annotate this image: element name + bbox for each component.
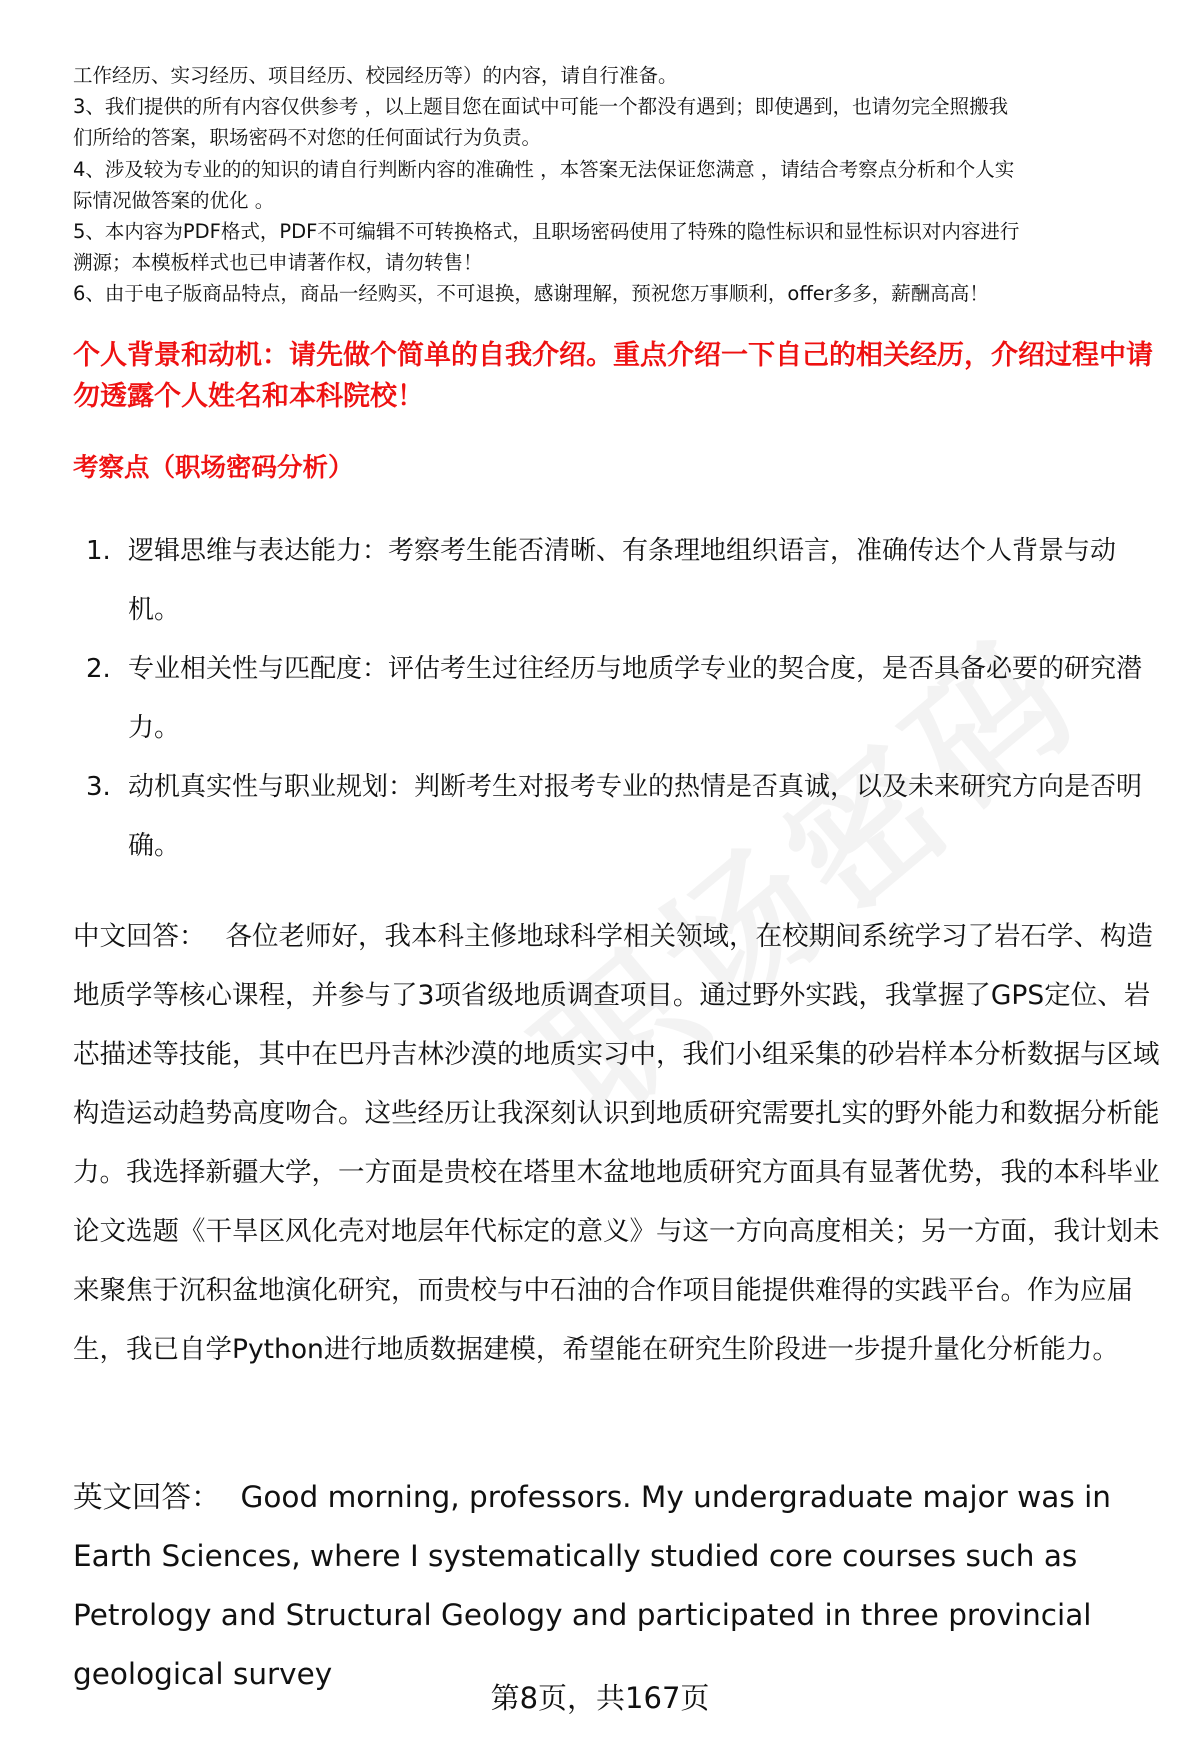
note-line: 3、我们提供的所有内容仅供参考 ，以上题目您在面试中可能一个都没有遇到；即使遇到，也请勿完全照搬我 <box>73 95 1009 119</box>
point-item <box>80 522 1150 640</box>
point-text: 逻辑思维与表达能力：考察考生能否清晰、有条理地组织语言，准确传达个人背景与动机。 <box>128 536 1117 625</box>
question-heading: 个人背景和动机：请先做个简单的自我介绍。重点介绍一下自己的相关经历，介绍过程中请勿透露个人姓名和本科院校！ <box>73 340 1153 412</box>
note-line: 际情况做答案的优化 。 <box>73 188 275 212</box>
note-line: 溯源；本模板样式也已申请著作权，请勿转售！ <box>73 251 483 275</box>
point-number: 2. <box>86 654 111 684</box>
note-line: 6、由于电子版商品特点，商品一经购买，不可退换，感谢理解，预祝您万事顺利，offer多多，薪酬高高！ <box>73 282 989 306</box>
chinese-answer <box>73 907 1163 1379</box>
chinese-answer-text: 各位老师好，我本科主修地球科学相关领域，在校期间系统学习了岩石学、构造地质学等核心课程，并参与了3项省级地质调查项目。通过野外实践，我掌握了GPS定位、岩芯描述等技能，其中在巴丹吉林沙漠的地质实习中，我们小组采集的砂岩样本分析数据与区域构造运动趋势高度吻合。这些经历让我深刻认识到地质研究需要扎实的野外能力和数据分析能力。我选择新疆大学，一方面是贵校在塔里木盆地地质研究方面具有显著优势，我的本科毕业论文选题《干旱区风化壳对地层年代标定的意义》与这一方向高度相关；另一方面，我计划未来聚焦于沉积盆地演化研究，而贵校与中石油的合作项目能提供难得的实践平台。作为应届生，我已自学Python进行地质数据建模，希望能在研究生阶段进一步提升量化分析能力。 <box>73 921 1160 1365</box>
english-answer <box>73 1468 1163 1704</box>
chinese-answer-label: 中文回答： <box>73 921 206 952</box>
english-answer-text: Good morning, professors. My undergraduate major was in Earth Sciences, where I systematically studied core courses such as Petrology and Structural Geology and participated in three provincial geological survey <box>73 1480 1111 1691</box>
point-item <box>80 640 1150 758</box>
point-number: 3. <box>86 772 111 802</box>
point-number: 1. <box>86 536 111 566</box>
points-heading: 考察点（职场密码分析） <box>73 453 354 483</box>
point-item <box>80 758 1150 876</box>
points-list <box>80 522 1150 876</box>
point-text: 动机真实性与职业规划：判断考生对报考专业的热情是否真诚，以及未来研究方向是否明确。 <box>128 772 1143 861</box>
note-line: 们所给的答案，职场密码不对您的任何面试行为负责。 <box>73 126 542 150</box>
note-line: 工作经历、实习经历、项目经历、校园经历等）的内容，请自行准备。 <box>73 64 678 87</box>
english-answer-label: 英文回答： <box>73 1480 221 1514</box>
note-line: 4、涉及较为专业的的知识的请自行判断内容的准确性 ，本答案无法保证您满意 ，请结合考察点分析和个人实 <box>73 157 1015 181</box>
note-line: 5、本内容为PDF格式，PDF不可编辑不可转换格式，且职场密码使用了特殊的隐性标识和显性标识对内容进行 <box>73 220 1020 244</box>
point-text: 专业相关性与匹配度：评估考生过往经历与地质学专业的契合度，是否具备必要的研究潜力。 <box>128 654 1143 743</box>
page-footer: 第8页，共167页 <box>490 1681 710 1715</box>
notes-section <box>73 60 1163 310</box>
